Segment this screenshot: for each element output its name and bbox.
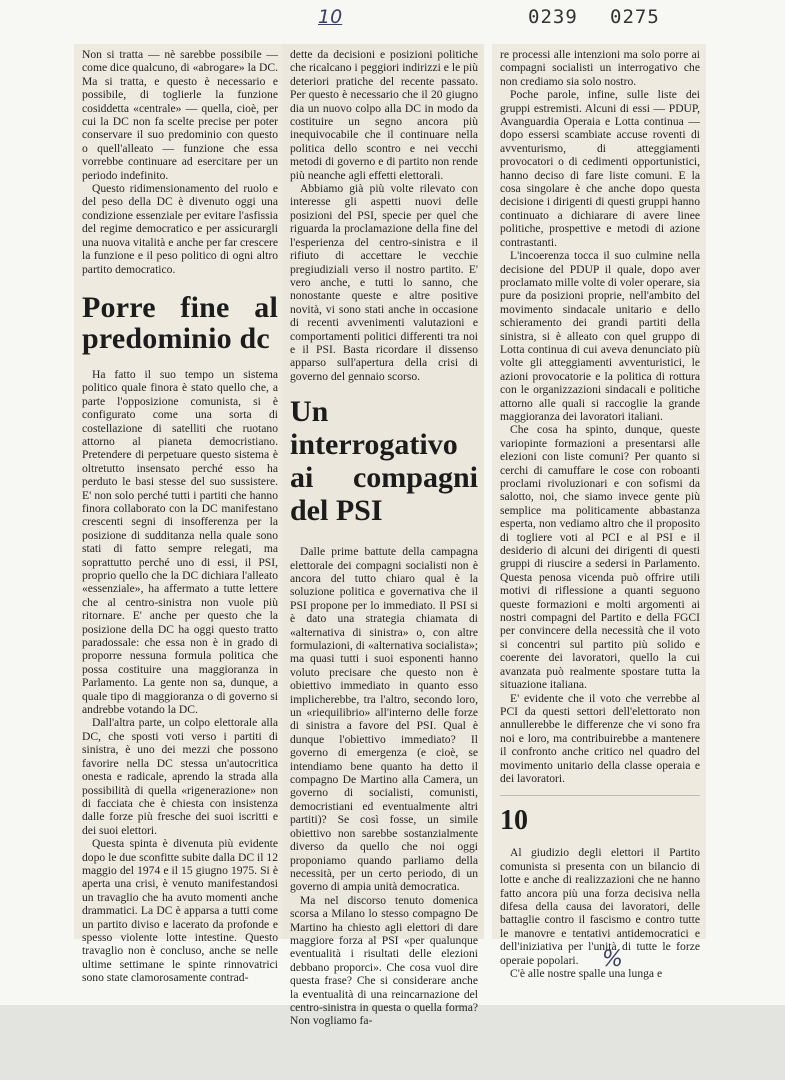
- col2-paragraph: Ma nel discorso tenuto domenica scorsa a Milano lo stesso compagno De Martino ha chiesto agli elettori di dare maggiore forza al PSI «per qualunque eventualità i risultati delle elezioni debbano proporci». Che cosa vuol dire questa frase? Che si considerare anche la eventualità di una reincarnazione del centro-sinistra in questa o quella forma? Non vogliamo fa-: [290, 893, 478, 1028]
- section-divider: [500, 795, 700, 796]
- col3-paragraph: C'è alle nostre spalle una lunga e: [510, 967, 663, 980]
- handwritten-mark: %: [602, 947, 623, 972]
- col3-paragraph: E' evidente che il voto che verrebbe al PCI da questi settori dell'elettorato non annullerebbe le differenze che vi sono fra noi e loro, ma contribuirebbe a mantenere il confronto anche critico nel quadro del movimento unitario della classe operaia e dei lavoratori.: [500, 691, 700, 785]
- col1-paragraph: Non si tratta — nè sarebbe possibile — come dice qualcuno, di «abrogare» la DC. Ma si tratta, e questo è necessario e possibile, di toglierle la funzione cosiddetta «centrale» — quella, cioè, per cui la DC non fa scelte precise per poter conservare il suo predominio con questo o quell'alleato — funzione che essa vorrebbe continuare ad esercitare per un periodo indefinito.: [82, 48, 278, 182]
- col1-paragraph: Questa spinta è divenuta più evidente dopo le due sconfitte subite dalla DC il 12 maggio del 1974 e il 15 giugno 1975. Si è aperta una crisi, è venuto manifestandosi un travaglio che ha avuto momenti anche drammatici. La DC è apparsa a tutti come un partito diviso e lacerato da profonde e spesso violente lotte intestine. Questo travaglio non è concluso, anche se nelle ultime settimane le spinte rinnovatrici sono state clamorosamente contrad-: [82, 837, 278, 985]
- clipping-column-3: [492, 44, 706, 980]
- clipping-column-2: [282, 44, 484, 1028]
- col1-paragraph: Questo ridimensionamento del ruolo e del peso della DC è divenuto oggi una condizione essenziale per evitare l'asfissia del regime democratico e per assicurargli una nuova vitalità e anche per far crescere la funzione e il peso politico di ogni altro partito democratico.: [82, 182, 278, 276]
- col2-paragraph: Dalle prime battute della campagna elettorale dei compagni socialisti non è ancora del tutto chiaro qual è la soluzione politica e governativa che il PSI propone per lo immediato. Il PSI si è dato una strategia chiamata di «alternativa di sinistra» o, con altre formulazioni, di «alternativa socialista»; ma quasi tutti i suoi esponenti hanno voluto precisare che questo non è obiettivo immediato in quanto esso implicherebbe, tra l'altro, secondo loro, un «riequilibrio» all'interno delle forze di sinistra a favore del PSI. Qual è dunque l'obiettivo immediato? Il governo di emergenza (e cioè, se intendiamo bene quanto ha detto il compagno De Martino alla Camera, un governo di socialisti, comunisti, democristiani ed eventualmente altri partiti)? Se così fosse, un simile obiettivo non sarebbe sostanzialmente diverso da quello che noi oggi proponiamo quando parliamo della necessità, per un certo periodo, di un governo di ampia unità democratica.: [290, 545, 478, 894]
- section-number: 10: [500, 805, 528, 837]
- archive-stamp-right: 0275: [610, 6, 660, 28]
- headline-porre-fine: Porre fine al predominio dc: [82, 290, 278, 355]
- col2-paragraph: dette da decisioni e posizioni politiche che ricalcano i peggiori indirizzi e le più deteriori pratiche del recente passato. Per questo è necessario che il 20 giugno dia un nuovo colpo alla DC in modo da costituire un segno ancora più inequivocabile che il continuare nella politica dello scontro e nei vecchi metodi di governo e di partito non rende più neanche agli effetti elettorali.: [290, 48, 478, 182]
- col3-paragraph: Poche parole, infine, sulle liste dei gruppi estremisti. Alcuni di essi — PDUP, Avanguardia Operaia e Lotta continua — dopo essersi scambiate accuse roventi di avventurismo, di atteggiamenti provocatori o di cedimenti opportunistici, hanno deciso di fare liste comuni. E la cosa singolare è che anche dopo questa decisione i dirigenti di questi gruppi hanno continuato a dichiarare di avere linee politiche, prospettive e metodi di azione contrastanti.: [500, 88, 700, 249]
- col1-paragraph: Ha fatto il suo tempo un sistema politico quale finora è stato quello che, a parte l'opposizione comunista, si è configurato come una sorta di costellazione di satelliti che ruotano attorno al pianeta democristiano. Pretendere di perpetuare questo sistema è oltretutto insensato perché esso ha perduto le basi stesse del suo sussistere. E' non solo perché tutti i partiti che hanno finora collaborato con la DC manifestano crescenti segni di insofferenza per la posizione di sudditanza nella quale sono stati di fatto sempre relegati, ma soprattutto perché uno di essi, il PSI, proprio quello che la DC dichiara l'alleato «essenziale», ha affermato a tutte lettere che al centro-sinistra non vuole più ritornare. E' anche per questo che la posizione della DC ha oggi questo tratto paradossale: che essa non è in grado di proporre nessuna formula politica che possa costituire una maggioranza in Parlamento. La gente non sa, dunque, a quale tipo di maggioranza o di governo si andrebbe votando la DC.: [82, 367, 278, 717]
- clipping-column-1: [74, 44, 284, 985]
- archive-stamp-left: 0239: [528, 6, 578, 28]
- col1-paragraph: Dall'altra parte, un colpo elettorale alla DC, che sposti voti verso i partiti di sinistra, è uno dei mezzi che possono favorire nella DC stessa un'autocritica onesta e radicale, aprendo la strada alla possibilità di quella «rigenerazione» non di facciata che è chiesta con insistenza dalle forze più fresche dei suoi iscritti e dei suoi elettori.: [82, 716, 278, 837]
- col3-paragraph: Al giudizio degli elettori il Partito comunista si presenta con un bilancio di lotte e anche di realizzazioni che ne hanno fatto ancora più una forza decisiva nella difesa della causa dei lavoratori, delle battaglie contro il fascismo e contro tutte le manovre e tentativi antidemocratici e dell'iniziativa per l'unità di tutte le forze operaie popolari.: [500, 846, 700, 967]
- col3-paragraph: L'incoerenza tocca il suo culmine nella decisione del PDUP il quale, dopo aver proclamato mille volte di voler operare, sia pure da posizioni proprie, nell'ambito del movimento sindacale unitario e dello schieramento dei grandi partiti della sinistra, si è alleato con quel gruppo di Lotta continua di cui aveva denunciato più volte gli atteggiamenti avventuristici, le azioni provocatorie e la politica di rottura con le organizzazioni sindacali e politiche attorno alle quali si raccoglie la grande maggioranza dei lavoratori italiani.: [500, 249, 700, 423]
- col3-paragraph: re processi alle intenzioni ma solo porre ai compagni socialisti un interrogativo che non crediamo sia solo nostro.: [500, 48, 700, 88]
- col2-paragraph: Abbiamo già più volte rilevato con interesse gli aspetti nuovi delle posizioni del PSI, specie per quel che riguarda la proclamazione della fine del l'esperienza del centro-sinistra e il rifiuto di accettare le vecchie pregiudiziali verso il nostro partito. E' vero anche, e tutti lo sanno, che nonostante queste e altre positive novità, vi sono stati anche in occasione di recenti avvenimenti valutazioni e comportamenti politici differenti tra noi e il PSI. Basta ricordare il dissenso apparso sull'apertura della crisi di governo del gennaio scorso.: [290, 182, 478, 383]
- col3-paragraph: Che cosa ha spinto, dunque, queste variopinte formazioni a presentarsi alle elezioni con liste comuni? Per quanto si cerchi di camuffare le cose con roboanti proclami rivoluzionari e con sofismi da salotto, noi, che siamo invece gente più semplice ma politicamente abbastanza esperta, non vediamo altro che il proposito di togliere voti al PCI e al PSI e il desiderio di alcuni dei dirigenti di questi gruppi di riuscire a sedersi in Parlamento. Questa penosa vicenda può offrire utili motivi di riflessione a quanti seguono queste formazioni e molti argomenti ai nostri compagni del Partito e della FGCI per convincere della necessità che il voto si concentri sul partito più solido e coerente dei lavoratori, quello la cui avanzata può realmente spostare tutta la situazione italiana.: [500, 423, 700, 692]
- handwritten-page-number: 10: [318, 6, 343, 28]
- headline-interrogativo: Un interrogativo ai compagni del PSI: [290, 395, 478, 528]
